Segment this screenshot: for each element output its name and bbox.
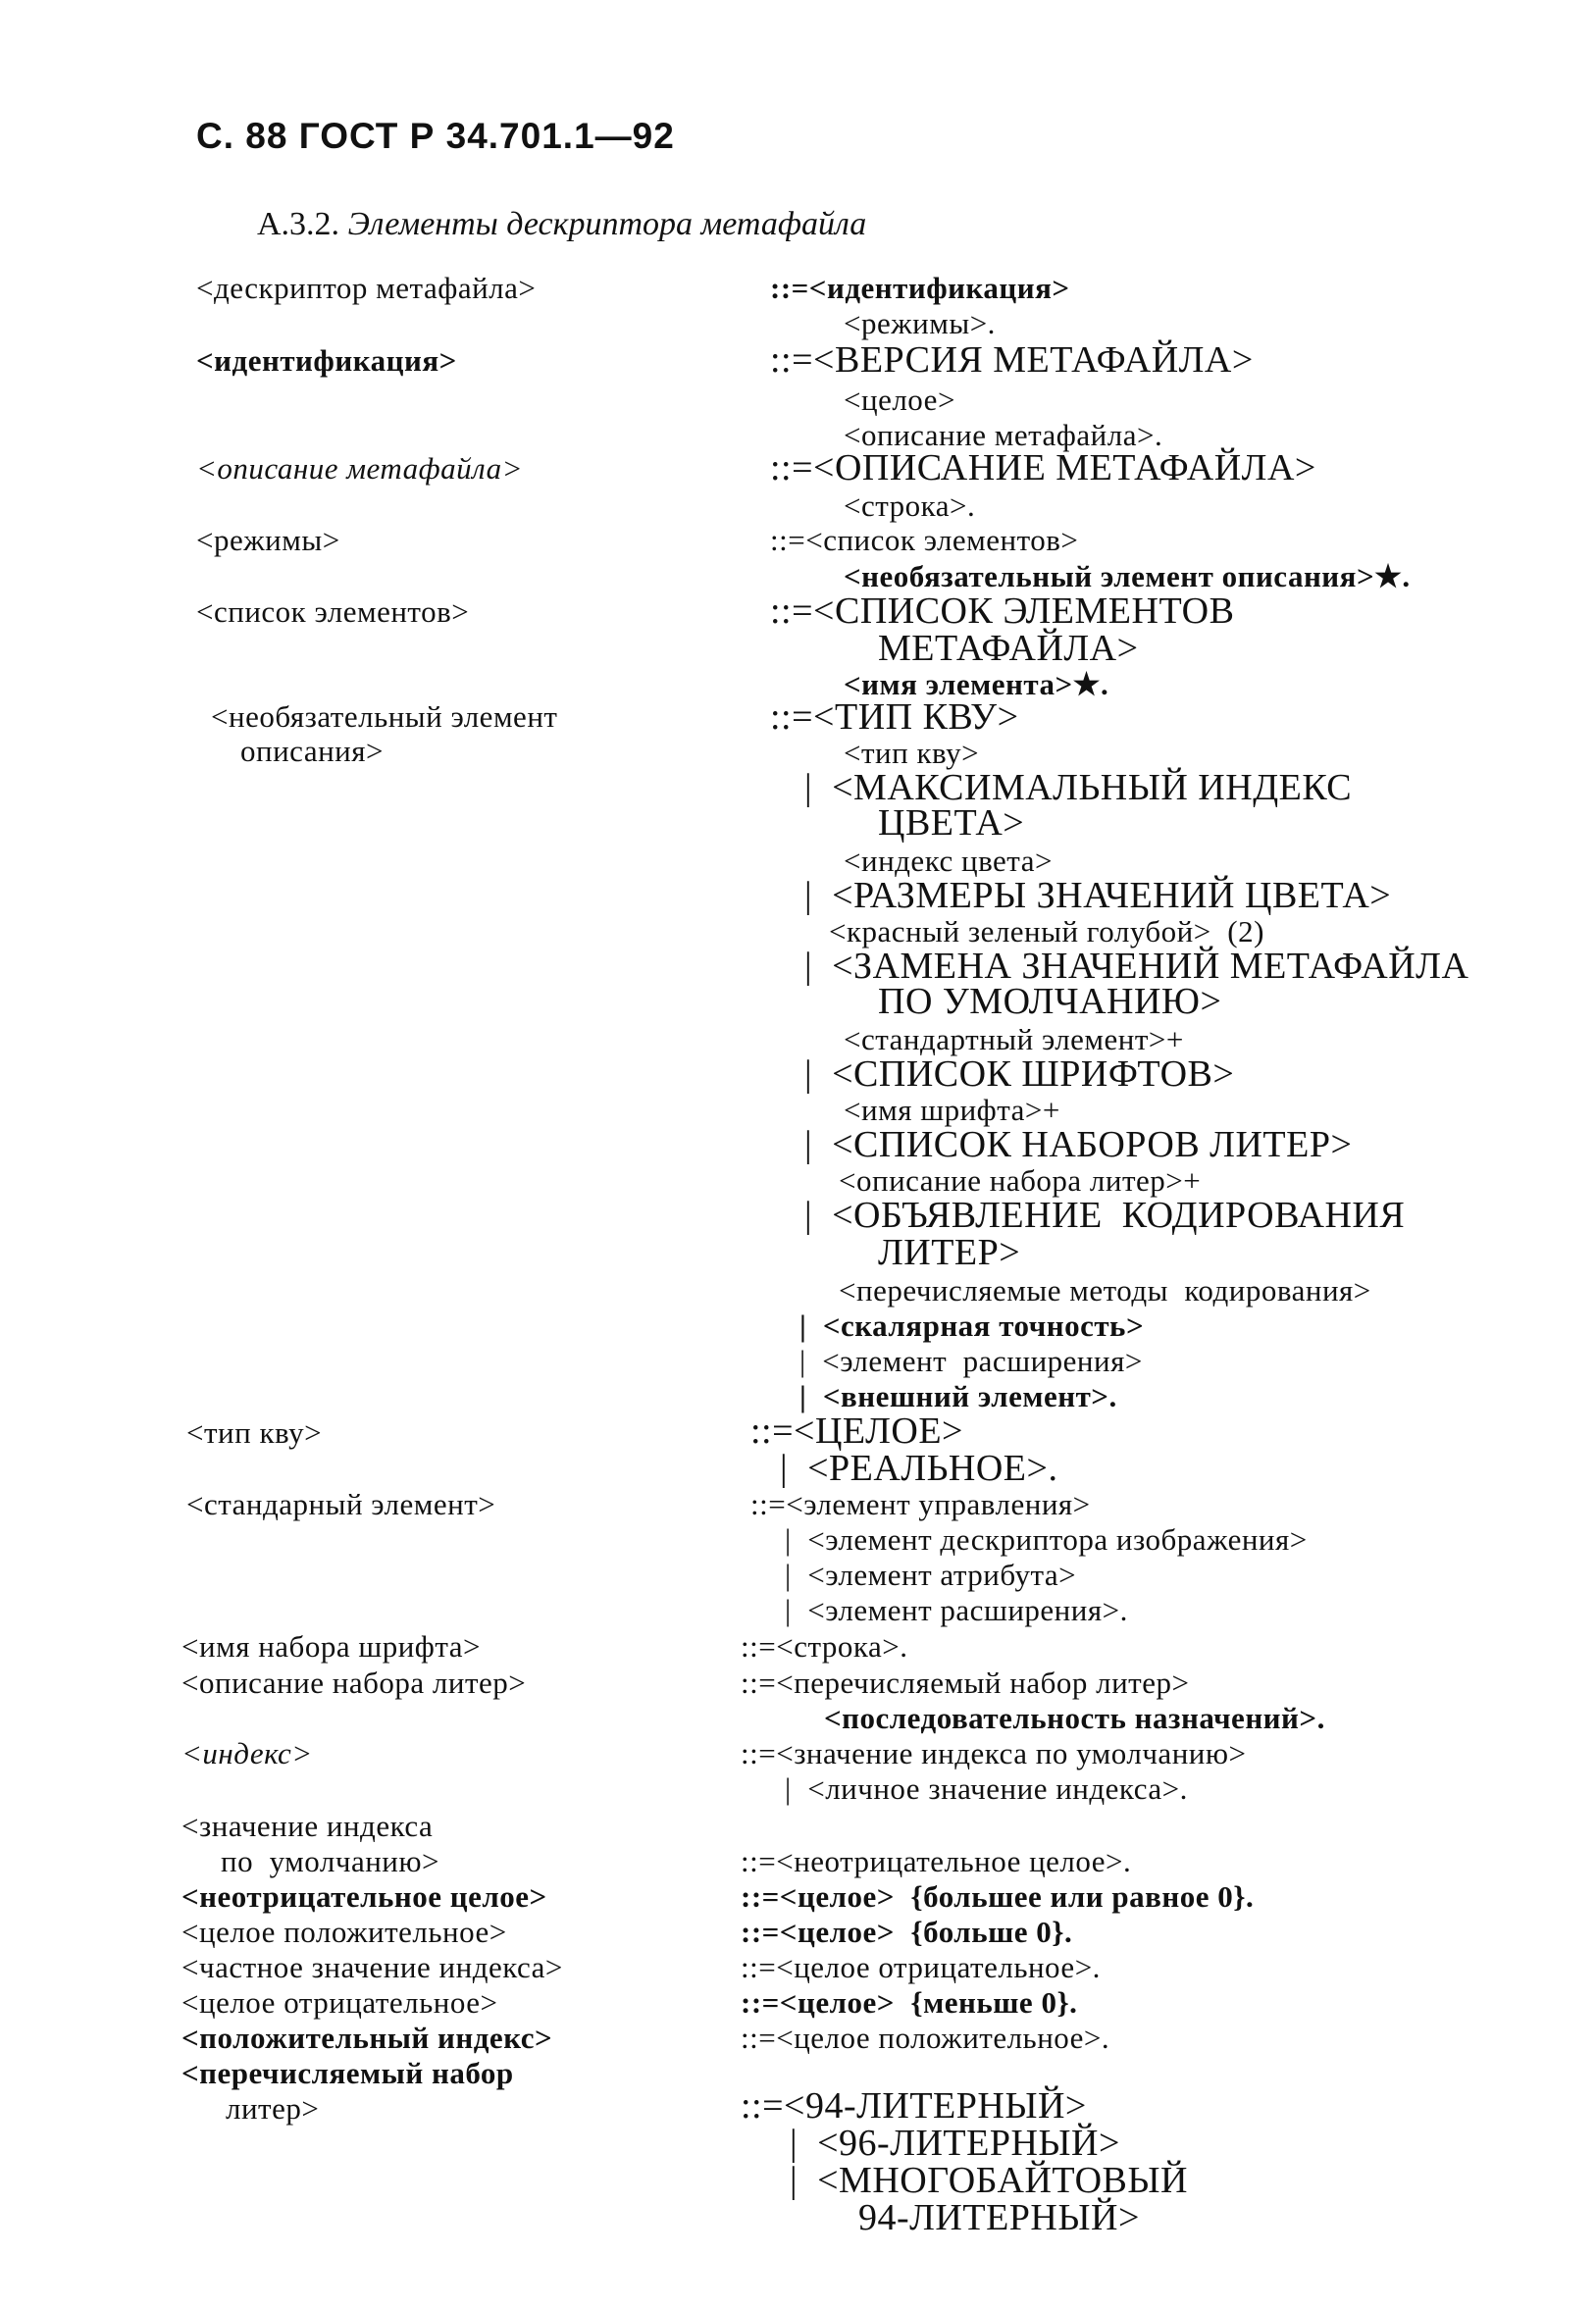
rule-definition: ЦВЕТА>: [878, 802, 1025, 844]
rule-definition: ::=<94-ЛИТЕРНЫЙ>: [741, 2085, 1087, 2127]
rule-definition: | <РАЗМЕРЫ ЗНАЧЕНИЙ ЦВЕТА>: [804, 875, 1392, 916]
rule-name: <описание метафайла>: [196, 451, 523, 486]
rule-definition: <стандартный элемент>+: [844, 1022, 1184, 1056]
rule-definition: <строка>.: [844, 488, 976, 523]
rule-definition: ::=<перечисляемый набор литер>: [741, 1666, 1190, 1700]
rule-name: <стандарный элемент>: [186, 1487, 496, 1521]
rule-definition: <индекс цвета>: [844, 844, 1053, 878]
rule-name: описания>: [240, 734, 384, 768]
rule-definition: <последовательность назначений>.: [824, 1701, 1325, 1735]
page-header: С. 88 ГОСТ Р 34.701.1—92: [196, 116, 675, 156]
rule-name: <режимы>: [196, 523, 340, 557]
rule-definition: | <скалярная точность>: [799, 1308, 1145, 1343]
rule-name: <частное значение индекса>: [181, 1950, 563, 1984]
rule-definition: ::=<ТИП КВУ>: [770, 696, 1019, 738]
rule-definition: <необязательный элемент описания>★.: [844, 559, 1411, 593]
rule-definition: | <ЗАМЕНА ЗНАЧЕНИЙ МЕТАФАЙЛА: [804, 946, 1469, 987]
rule-definition: ::=<строка>.: [741, 1629, 908, 1664]
rule-name: <целое отрицательное>: [181, 1985, 498, 2020]
rule-definition: 94-ЛИТЕРНЫЙ>: [858, 2197, 1140, 2238]
rule-definition: <имя элемента>★.: [844, 667, 1109, 701]
section-heading: Элементы дескриптора метафайла: [347, 206, 867, 242]
rule-definition: ::=<целое> {больше 0}.: [741, 1915, 1073, 1949]
rule-name: <дескриптор метафайла>: [196, 271, 537, 305]
rule-definition: ::=<ЦЕЛОЕ>: [750, 1410, 963, 1452]
rule-definition: <тип кву>: [844, 736, 980, 770]
rule-definition: | <РЕАЛЬНОЕ>.: [780, 1448, 1058, 1489]
rule-definition: ::=<идентификация>: [770, 271, 1070, 305]
rule-name: <неотрицательное целое>: [181, 1879, 547, 1914]
rule-definition: МЕТАФАЙЛА>: [878, 628, 1139, 669]
rule-definition: | <96-ЛИТЕРНЫЙ>: [790, 2123, 1120, 2164]
rule-definition: | <элемент расширения>: [799, 1344, 1143, 1378]
rule-name: <перечисляемый набор: [181, 2056, 514, 2090]
rule-definition: ::=<элемент управления>: [750, 1487, 1091, 1521]
rule-definition: ::=<целое> {меньше 0}.: [741, 1985, 1078, 2020]
rule-name: <тип кву>: [186, 1415, 323, 1450]
rule-name: <индекс>: [181, 1736, 313, 1770]
rule-definition: | <личное значение индекса>.: [785, 1771, 1188, 1806]
rule-definition: ::=<целое положительное>.: [741, 2021, 1110, 2055]
rule-definition: ::=<целое> {большее или равное 0}.: [741, 1879, 1255, 1914]
rule-name: <имя набора шрифта>: [181, 1629, 482, 1664]
rule-name: <описание набора литер>: [181, 1666, 527, 1700]
rule-definition: ::=<СПИСОК ЭЛЕМЕНТОВ: [770, 590, 1235, 632]
rule-definition: ::=<ОПИСАНИЕ МЕТАФАЙЛА>: [770, 447, 1316, 488]
rule-definition: ::=<ВЕРСИЯ МЕТАФАЙЛА>: [770, 339, 1254, 381]
rule-name: <список элементов>: [196, 594, 470, 629]
rule-name: <необязательный элемент: [211, 699, 558, 734]
section-title: [257, 206, 866, 243]
rule-definition: ::=<список элементов>: [770, 523, 1079, 557]
rule-name: <положительный индекс>: [181, 2021, 553, 2055]
rule-name: <идентификация>: [196, 343, 457, 378]
rule-definition: | <ОБЪЯВЛЕНИЕ КОДИРОВАНИЯ: [804, 1195, 1406, 1236]
rule-definition: ЛИТЕР>: [878, 1232, 1021, 1273]
rule-definition: | <элемент атрибута>: [785, 1558, 1077, 1592]
rule-name: по умолчанию>: [221, 1844, 440, 1878]
rule-definition: | <СПИСОК НАБОРОВ ЛИТЕР>: [804, 1124, 1353, 1165]
rule-definition: <описание метафайла>.: [844, 418, 1163, 452]
rule-definition: | <МАКСИМАЛЬНЫЙ ИНДЕКС: [804, 767, 1353, 808]
rule-definition: <перечисляемые методы кодирования>: [839, 1273, 1371, 1307]
rule-name: литер>: [226, 2091, 320, 2126]
rule-definition: <имя шрифта>+: [844, 1093, 1060, 1127]
rule-definition: | <элемент расширения>.: [785, 1593, 1128, 1627]
section-number: А.3.2.: [257, 206, 340, 242]
rule-definition: ::=<целое отрицательное>.: [741, 1950, 1101, 1984]
rule-definition: | <элемент дескриптора изображения>: [785, 1522, 1308, 1557]
rule-definition: ::=<значение индекса по умолчанию>: [741, 1736, 1247, 1770]
rule-definition: <красный зеленый голубой> (2): [829, 914, 1264, 948]
rule-definition: ::=<неотрицательное целое>.: [741, 1844, 1132, 1878]
rule-definition: <режимы>.: [844, 306, 996, 340]
rule-definition: | <СПИСОК ШРИФТОВ>: [804, 1053, 1235, 1095]
rule-name: <целое положительное>: [181, 1915, 507, 1949]
rule-definition: ПО УМОЛЧАНИЮ>: [878, 981, 1222, 1022]
rule-definition: <целое>: [844, 383, 955, 417]
rule-definition: | <МНОГОБАЙТОВЫЙ: [790, 2160, 1188, 2201]
rule-name: <значение индекса: [181, 1809, 434, 1843]
rule-definition: | <внешний элемент>.: [799, 1379, 1117, 1413]
rule-definition: <описание набора литер>+: [839, 1163, 1202, 1198]
